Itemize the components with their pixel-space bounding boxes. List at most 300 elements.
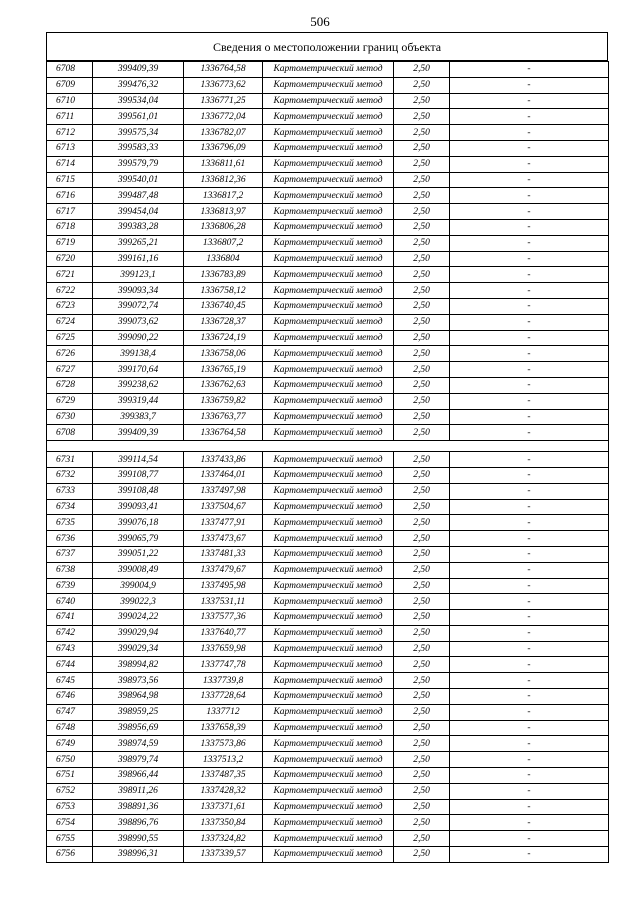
y-coordinate-cell: 1337339,57	[184, 847, 263, 863]
method-cell: Картометрический метод	[263, 752, 394, 768]
table-row	[47, 377, 609, 393]
table-row	[47, 267, 609, 283]
y-coordinate-cell: 1336804	[184, 251, 263, 267]
method-cell: Картометрический метод	[263, 235, 394, 251]
method-cell: Картометрический метод	[263, 799, 394, 815]
table-row	[47, 752, 609, 768]
y-coordinate-cell: 1336773,62	[184, 77, 263, 93]
table-row	[47, 610, 609, 626]
table-row	[47, 736, 609, 752]
table-row	[47, 156, 609, 172]
x-coordinate-cell: 399051,22	[93, 546, 184, 562]
x-coordinate-cell: 399487,48	[93, 188, 184, 204]
table-row	[47, 499, 609, 515]
point-number-cell: 6725	[47, 330, 93, 346]
point-number-cell: 6734	[47, 499, 93, 515]
x-coordinate-cell: 399575,34	[93, 125, 184, 141]
accuracy-cell: 2,50	[394, 515, 450, 531]
point-number-cell: 6743	[47, 641, 93, 657]
table-row	[47, 93, 609, 109]
point-number-cell: 6711	[47, 109, 93, 125]
x-coordinate-cell: 398990,55	[93, 831, 184, 847]
description-cell: -	[450, 235, 609, 251]
point-number-cell: 6724	[47, 314, 93, 330]
table-row	[47, 409, 609, 425]
point-number-cell: 6728	[47, 377, 93, 393]
y-coordinate-cell: 1336782,07	[184, 125, 263, 141]
accuracy-cell: 2,50	[394, 625, 450, 641]
table-row	[47, 594, 609, 610]
y-coordinate-cell: 1336764,58	[184, 425, 263, 441]
x-coordinate-cell: 399476,32	[93, 77, 184, 93]
table-row	[47, 562, 609, 578]
y-coordinate-cell: 1336764,58	[184, 62, 263, 78]
description-cell: -	[450, 689, 609, 705]
method-cell: Картометрический метод	[263, 393, 394, 409]
accuracy-cell: 2,50	[394, 657, 450, 673]
accuracy-cell: 2,50	[394, 736, 450, 752]
x-coordinate-cell: 399383,28	[93, 219, 184, 235]
method-cell: Картометрический метод	[263, 140, 394, 156]
accuracy-cell: 2,50	[394, 704, 450, 720]
x-coordinate-cell: 399161,16	[93, 251, 184, 267]
y-coordinate-cell: 1337504,67	[184, 499, 263, 515]
description-cell: -	[450, 140, 609, 156]
x-coordinate-cell: 398974,59	[93, 736, 184, 752]
table-row	[47, 125, 609, 141]
accuracy-cell: 2,50	[394, 125, 450, 141]
x-coordinate-cell: 399090,22	[93, 330, 184, 346]
accuracy-cell: 2,50	[394, 425, 450, 441]
x-coordinate-cell: 399029,94	[93, 625, 184, 641]
method-cell: Картометрический метод	[263, 330, 394, 346]
table-row	[47, 673, 609, 689]
accuracy-cell: 2,50	[394, 562, 450, 578]
x-coordinate-cell: 399114,54	[93, 452, 184, 468]
x-coordinate-cell: 399238,62	[93, 377, 184, 393]
method-cell: Картометрический метод	[263, 298, 394, 314]
accuracy-cell: 2,50	[394, 452, 450, 468]
x-coordinate-cell: 398979,74	[93, 752, 184, 768]
table-row	[47, 689, 609, 705]
point-number-cell: 6739	[47, 578, 93, 594]
description-cell: -	[450, 425, 609, 441]
point-number-cell: 6732	[47, 467, 93, 483]
y-coordinate-cell: 1336728,37	[184, 314, 263, 330]
description-cell: -	[450, 283, 609, 299]
method-cell: Картометрический метод	[263, 783, 394, 799]
method-cell: Картометрический метод	[263, 831, 394, 847]
point-number-cell: 6729	[47, 393, 93, 409]
accuracy-cell: 2,50	[394, 847, 450, 863]
method-cell: Картометрический метод	[263, 219, 394, 235]
x-coordinate-cell: 398966,44	[93, 768, 184, 784]
description-cell: -	[450, 467, 609, 483]
accuracy-cell: 2,50	[394, 752, 450, 768]
x-coordinate-cell: 398964,98	[93, 689, 184, 705]
point-number-cell: 6731	[47, 452, 93, 468]
description-cell: -	[450, 125, 609, 141]
accuracy-cell: 2,50	[394, 93, 450, 109]
description-cell: -	[450, 578, 609, 594]
description-cell: -	[450, 752, 609, 768]
method-cell: Картометрический метод	[263, 409, 394, 425]
x-coordinate-cell: 399561,01	[93, 109, 184, 125]
table-row	[47, 425, 609, 441]
point-number-cell: 6714	[47, 156, 93, 172]
y-coordinate-cell: 1337728,64	[184, 689, 263, 705]
x-coordinate-cell: 398956,69	[93, 720, 184, 736]
method-cell: Картометрический метод	[263, 204, 394, 220]
method-cell: Картометрический метод	[263, 362, 394, 378]
table-row	[47, 251, 609, 267]
table-row	[47, 783, 609, 799]
table-row	[47, 77, 609, 93]
description-cell: -	[450, 346, 609, 362]
x-coordinate-cell: 399076,18	[93, 515, 184, 531]
table-row	[47, 625, 609, 641]
method-cell: Картометрический метод	[263, 314, 394, 330]
point-number-cell: 6726	[47, 346, 93, 362]
accuracy-cell: 2,50	[394, 330, 450, 346]
accuracy-cell: 2,50	[394, 546, 450, 562]
accuracy-cell: 2,50	[394, 298, 450, 314]
table-row	[47, 452, 609, 468]
point-number-cell: 6752	[47, 783, 93, 799]
x-coordinate-cell: 398959,25	[93, 704, 184, 720]
accuracy-cell: 2,50	[394, 283, 450, 299]
accuracy-cell: 2,50	[394, 594, 450, 610]
x-coordinate-cell: 399093,41	[93, 499, 184, 515]
table-row	[47, 109, 609, 125]
section-title: Сведения о местоположении границ объекта	[46, 32, 608, 61]
description-cell: -	[450, 409, 609, 425]
accuracy-cell: 2,50	[394, 467, 450, 483]
point-number-cell: 6744	[47, 657, 93, 673]
table-row	[47, 483, 609, 499]
accuracy-cell: 2,50	[394, 77, 450, 93]
method-cell: Картометрический метод	[263, 283, 394, 299]
table-row	[47, 62, 609, 78]
description-cell: -	[450, 546, 609, 562]
table-row	[47, 140, 609, 156]
point-number-cell: 6750	[47, 752, 93, 768]
y-coordinate-cell: 1337479,67	[184, 562, 263, 578]
point-number-cell: 6730	[47, 409, 93, 425]
method-cell: Картометрический метод	[263, 125, 394, 141]
description-cell: -	[450, 499, 609, 515]
accuracy-cell: 2,50	[394, 188, 450, 204]
table-row	[47, 467, 609, 483]
description-cell: -	[450, 77, 609, 93]
description-cell: -	[450, 377, 609, 393]
method-cell: Картометрический метод	[263, 625, 394, 641]
description-cell: -	[450, 188, 609, 204]
method-cell: Картометрический метод	[263, 641, 394, 657]
y-coordinate-cell: 1337640,77	[184, 625, 263, 641]
y-coordinate-cell: 1336817,2	[184, 188, 263, 204]
y-coordinate-cell: 1337495,98	[184, 578, 263, 594]
accuracy-cell: 2,50	[394, 641, 450, 657]
x-coordinate-cell: 399004,9	[93, 578, 184, 594]
accuracy-cell: 2,50	[394, 673, 450, 689]
point-number-cell: 6708	[47, 62, 93, 78]
description-cell: -	[450, 625, 609, 641]
accuracy-cell: 2,50	[394, 172, 450, 188]
y-coordinate-cell: 1336765,19	[184, 362, 263, 378]
accuracy-cell: 2,50	[394, 362, 450, 378]
table-row	[47, 235, 609, 251]
point-number-cell: 6755	[47, 831, 93, 847]
y-coordinate-cell: 1337477,91	[184, 515, 263, 531]
boundary-table-container	[46, 32, 608, 863]
method-cell: Картометрический метод	[263, 251, 394, 267]
accuracy-cell: 2,50	[394, 109, 450, 125]
method-cell: Картометрический метод	[263, 93, 394, 109]
point-number-cell: 6736	[47, 531, 93, 547]
y-coordinate-cell: 1336762,63	[184, 377, 263, 393]
description-cell: -	[450, 704, 609, 720]
description-cell: -	[450, 657, 609, 673]
y-coordinate-cell: 1337577,36	[184, 610, 263, 626]
table-row	[47, 799, 609, 815]
method-cell: Картометрический метод	[263, 720, 394, 736]
x-coordinate-cell: 398996,31	[93, 847, 184, 863]
point-number-cell: 6754	[47, 815, 93, 831]
page-number: 506	[310, 14, 330, 29]
method-cell: Картометрический метод	[263, 815, 394, 831]
y-coordinate-cell: 1337487,35	[184, 768, 263, 784]
point-number-cell: 6708	[47, 425, 93, 441]
table-row	[47, 172, 609, 188]
y-coordinate-cell: 1336783,89	[184, 267, 263, 283]
table-row	[47, 298, 609, 314]
point-number-cell: 6741	[47, 610, 93, 626]
point-number-cell: 6751	[47, 768, 93, 784]
method-cell: Картометрический метод	[263, 562, 394, 578]
table-row	[47, 657, 609, 673]
y-coordinate-cell: 1336771,25	[184, 93, 263, 109]
y-coordinate-cell: 1337712	[184, 704, 263, 720]
method-cell: Картометрический метод	[263, 425, 394, 441]
x-coordinate-cell: 399029,34	[93, 641, 184, 657]
method-cell: Картометрический метод	[263, 515, 394, 531]
table-row	[47, 531, 609, 547]
description-cell: -	[450, 362, 609, 378]
y-coordinate-cell: 1337481,33	[184, 546, 263, 562]
description-cell: -	[450, 314, 609, 330]
point-number-cell: 6749	[47, 736, 93, 752]
table-row	[47, 204, 609, 220]
description-cell: -	[450, 109, 609, 125]
separator-cell	[47, 441, 609, 452]
x-coordinate-cell: 399534,04	[93, 93, 184, 109]
accuracy-cell: 2,50	[394, 204, 450, 220]
point-number-cell: 6737	[47, 546, 93, 562]
accuracy-cell: 2,50	[394, 346, 450, 362]
method-cell: Картометрический метод	[263, 377, 394, 393]
point-number-cell: 6722	[47, 283, 93, 299]
description-cell: -	[450, 720, 609, 736]
description-cell: -	[450, 736, 609, 752]
y-coordinate-cell: 1336724,19	[184, 330, 263, 346]
accuracy-cell: 2,50	[394, 314, 450, 330]
point-number-cell: 6753	[47, 799, 93, 815]
point-number-cell: 6746	[47, 689, 93, 705]
point-number-cell: 6719	[47, 235, 93, 251]
accuracy-cell: 2,50	[394, 768, 450, 784]
table-row	[47, 362, 609, 378]
method-cell: Картометрический метод	[263, 531, 394, 547]
point-number-cell: 6735	[47, 515, 93, 531]
description-cell: -	[450, 62, 609, 78]
point-number-cell: 6721	[47, 267, 93, 283]
description-cell: -	[450, 799, 609, 815]
method-cell: Картометрический метод	[263, 346, 394, 362]
table-row	[47, 641, 609, 657]
table-row	[47, 283, 609, 299]
table-row	[47, 346, 609, 362]
point-number-cell: 6720	[47, 251, 93, 267]
y-coordinate-cell: 1337350,84	[184, 815, 263, 831]
point-number-cell: 6742	[47, 625, 93, 641]
accuracy-cell: 2,50	[394, 377, 450, 393]
point-number-cell: 6710	[47, 93, 93, 109]
method-cell: Картометрический метод	[263, 109, 394, 125]
y-coordinate-cell: 1336759,82	[184, 393, 263, 409]
method-cell: Картометрический метод	[263, 77, 394, 93]
method-cell: Картометрический метод	[263, 736, 394, 752]
accuracy-cell: 2,50	[394, 689, 450, 705]
accuracy-cell: 2,50	[394, 720, 450, 736]
x-coordinate-cell: 399123,1	[93, 267, 184, 283]
accuracy-cell: 2,50	[394, 499, 450, 515]
description-cell: -	[450, 393, 609, 409]
method-cell: Картометрический метод	[263, 499, 394, 515]
accuracy-cell: 2,50	[394, 483, 450, 499]
method-cell: Картометрический метод	[263, 483, 394, 499]
accuracy-cell: 2,50	[394, 156, 450, 172]
accuracy-cell: 2,50	[394, 62, 450, 78]
table-row	[47, 188, 609, 204]
table-row	[47, 720, 609, 736]
description-cell: -	[450, 562, 609, 578]
description-cell: -	[450, 831, 609, 847]
description-cell: -	[450, 267, 609, 283]
x-coordinate-cell: 399065,79	[93, 531, 184, 547]
y-coordinate-cell: 1336758,12	[184, 283, 263, 299]
description-cell: -	[450, 515, 609, 531]
method-cell: Картометрический метод	[263, 610, 394, 626]
point-number-cell: 6747	[47, 704, 93, 720]
point-number-cell: 6740	[47, 594, 93, 610]
method-cell: Картометрический метод	[263, 62, 394, 78]
description-cell: -	[450, 641, 609, 657]
x-coordinate-cell: 399540,01	[93, 172, 184, 188]
accuracy-cell: 2,50	[394, 393, 450, 409]
point-number-cell: 6716	[47, 188, 93, 204]
description-cell: -	[450, 172, 609, 188]
method-cell: Картометрический метод	[263, 673, 394, 689]
method-cell: Картометрический метод	[263, 657, 394, 673]
y-coordinate-cell: 1337428,32	[184, 783, 263, 799]
x-coordinate-cell: 399072,74	[93, 298, 184, 314]
y-coordinate-cell: 1336740,45	[184, 298, 263, 314]
point-number-cell: 6723	[47, 298, 93, 314]
y-coordinate-cell: 1336813,97	[184, 204, 263, 220]
x-coordinate-cell: 399409,39	[93, 425, 184, 441]
description-cell: -	[450, 610, 609, 626]
description-cell: -	[450, 330, 609, 346]
x-coordinate-cell: 399024,22	[93, 610, 184, 626]
method-cell: Картометрический метод	[263, 188, 394, 204]
y-coordinate-cell: 1337531,11	[184, 594, 263, 610]
x-coordinate-cell: 399454,04	[93, 204, 184, 220]
point-number-cell: 6717	[47, 204, 93, 220]
accuracy-cell: 2,50	[394, 140, 450, 156]
description-cell: -	[450, 594, 609, 610]
x-coordinate-cell: 398911,26	[93, 783, 184, 799]
method-cell: Картометрический метод	[263, 847, 394, 863]
y-coordinate-cell: 1336796,09	[184, 140, 263, 156]
y-coordinate-cell: 1337324,82	[184, 831, 263, 847]
description-cell: -	[450, 219, 609, 235]
method-cell: Картометрический метод	[263, 704, 394, 720]
point-number-cell: 6713	[47, 140, 93, 156]
description-cell: -	[450, 156, 609, 172]
table-row	[47, 578, 609, 594]
table-row	[47, 546, 609, 562]
y-coordinate-cell: 1336811,61	[184, 156, 263, 172]
accuracy-cell: 2,50	[394, 219, 450, 235]
table-row	[47, 219, 609, 235]
table-row	[47, 815, 609, 831]
x-coordinate-cell: 399583,33	[93, 140, 184, 156]
table-row	[47, 515, 609, 531]
y-coordinate-cell: 1336763,77	[184, 409, 263, 425]
method-cell: Картометрический метод	[263, 594, 394, 610]
separator-row	[47, 441, 609, 452]
point-number-cell: 6733	[47, 483, 93, 499]
y-coordinate-cell: 1337464,01	[184, 467, 263, 483]
method-cell: Картометрический метод	[263, 689, 394, 705]
y-coordinate-cell: 1337659,98	[184, 641, 263, 657]
y-coordinate-cell: 1337371,61	[184, 799, 263, 815]
y-coordinate-cell: 1337513,2	[184, 752, 263, 768]
accuracy-cell: 2,50	[394, 831, 450, 847]
y-coordinate-cell: 1336772,04	[184, 109, 263, 125]
accuracy-cell: 2,50	[394, 267, 450, 283]
y-coordinate-cell: 1337497,98	[184, 483, 263, 499]
x-coordinate-cell: 399108,48	[93, 483, 184, 499]
description-cell: -	[450, 93, 609, 109]
accuracy-cell: 2,50	[394, 815, 450, 831]
method-cell: Картометрический метод	[263, 452, 394, 468]
x-coordinate-cell: 399093,34	[93, 283, 184, 299]
description-cell: -	[450, 298, 609, 314]
description-cell: -	[450, 452, 609, 468]
method-cell: Картометрический метод	[263, 156, 394, 172]
method-cell: Картометрический метод	[263, 578, 394, 594]
x-coordinate-cell: 398891,36	[93, 799, 184, 815]
method-cell: Картометрический метод	[263, 267, 394, 283]
x-coordinate-cell: 399170,64	[93, 362, 184, 378]
description-cell: -	[450, 847, 609, 863]
y-coordinate-cell: 1336812,36	[184, 172, 263, 188]
x-coordinate-cell: 399579,79	[93, 156, 184, 172]
x-coordinate-cell: 399265,21	[93, 235, 184, 251]
y-coordinate-cell: 1336758,06	[184, 346, 263, 362]
